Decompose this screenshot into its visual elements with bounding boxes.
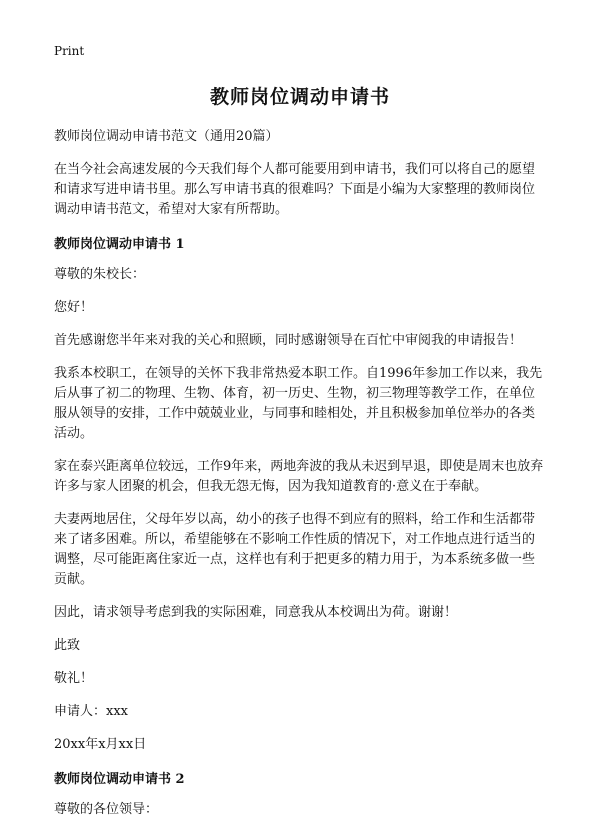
section-1-applicant: 申请人：xxx: [54, 704, 128, 719]
section-1-paragraph-4: 夫妻两地居住，父母年岁以高，幼小的孩子也得不到应有的照料，给工作和生活都带来了诸多困难。所以，希望能够在不影响工作性质的情况下，对工作地点进行适当的调整，尽可能距离住家近一点，这样也有利于把更多的精力用于，为本系统多做一些贡献。: [54, 512, 536, 587]
section-1-salutation: 尊敬的朱校长：: [54, 267, 146, 282]
print-label[interactable]: Print: [54, 44, 85, 58]
section-1-heading: 教师岗位调动申请书 1: [54, 237, 185, 252]
section-1-paragraph-1: 首先感谢您半年来对我的关心和照顾，同时感谢领导在百忙中审阅我的申请报告！: [54, 333, 523, 348]
section-2-salutation: 尊敬的各位领导：: [54, 802, 159, 817]
section-1-greeting: 您好！: [54, 300, 94, 315]
section-1-regards: 敬礼！: [54, 671, 94, 686]
section-1-closing: 此致: [54, 638, 81, 653]
intro-paragraph: 在当今社会高速发展的今天我们每个人都可能要用到申请书，我们可以将自己的愿望和请求写进申请书里。那么写申请书真的很难吗？下面是小编为大家整理的教师岗位调动申请书范文，希望对大家有所帮助。: [54, 162, 536, 217]
section-1-paragraph-3: 家在泰兴距离单位较远，工作9年来，两地奔波的我从未迟到早退，即使是周末也放弃许多与家人团聚的机会，但我无怨无悔，因为我知道教育的·意义在于奉献。: [54, 459, 544, 494]
document-title: 教师岗位调动申请书: [209, 86, 390, 108]
section-1-paragraph-2: 我系本校职工，在领导的关怀下我非常热爱本职工作。自1996年参加工作以来，我先后从事了初二的物理、生物、体育，初一历史、生物，初三物理等教学工作，在单位服从领导的安排，工作中兢兢业业，与同事和睦相处，并且积极参加单位举办的各类活动。: [54, 366, 543, 441]
section-1-paragraph-5: 因此，请求领导考虑到我的实际困难，同意我从本校调出为荷。谢谢！: [54, 605, 458, 620]
section-2-heading: 教师岗位调动申请书 2: [54, 772, 185, 787]
document-subtitle: 教师岗位调动申请书范文（通用20篇）: [54, 129, 279, 144]
section-1-date: 20xx年x月xx日: [54, 737, 147, 752]
